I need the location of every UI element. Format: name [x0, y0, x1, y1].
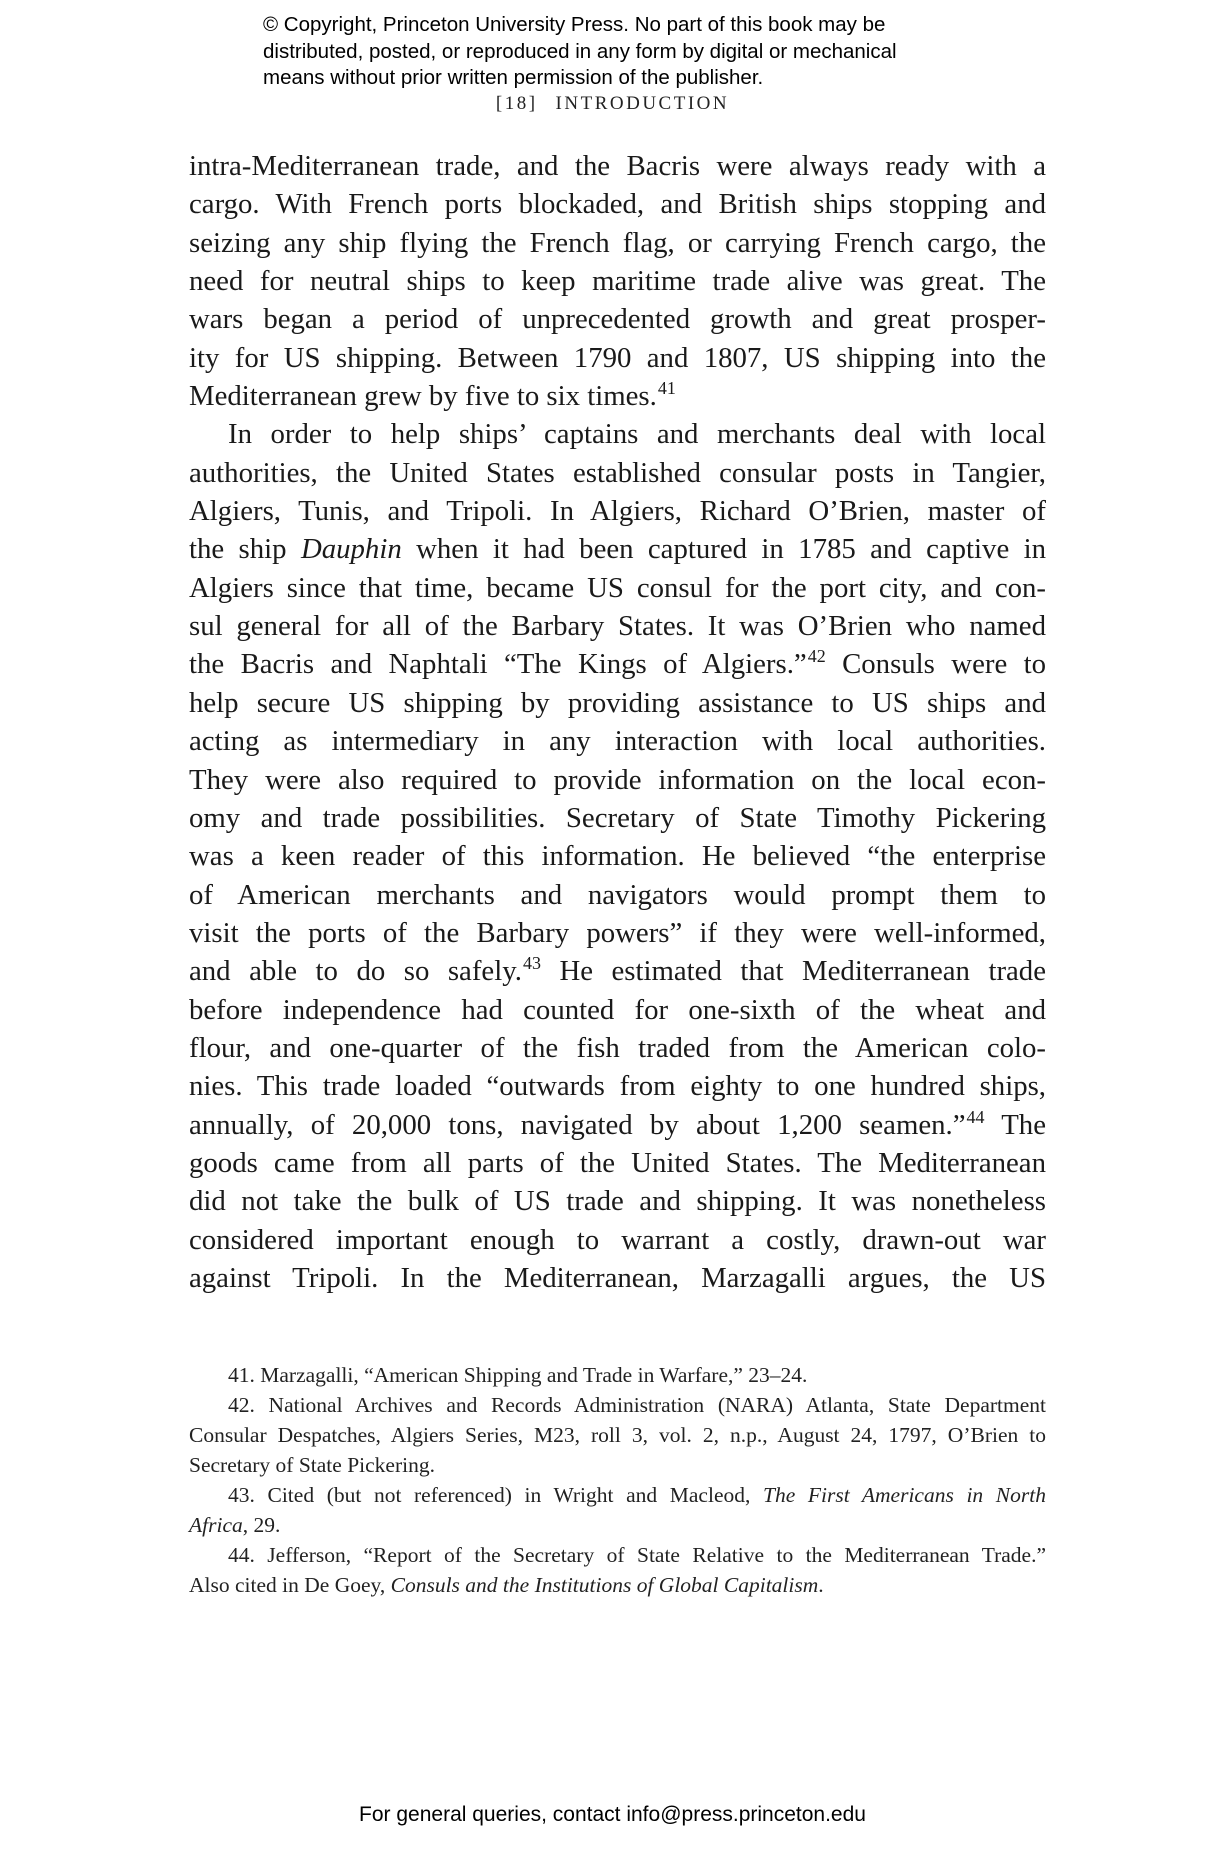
- text-span: the ship: [189, 533, 301, 566]
- footnote-ref-44[interactable]: 44: [966, 1106, 985, 1127]
- copyright-line: © Copyright, Princeton University Press. No part of this book may be: [263, 13, 886, 36]
- text-line: goods came from all parts of the United States. The Mediterranean: [189, 1146, 1046, 1179]
- text-line: sul general for all of the Barbary States. It was O’Brien who named: [189, 610, 1046, 643]
- footnote-44: [189, 1540, 1046, 1600]
- text-line: did not take the bulk of US trade and shipping. It was nonetheless: [189, 1185, 1046, 1218]
- text-line: considered important enough to warrant a costly, drawn-out war: [189, 1223, 1046, 1256]
- text-line: flour, and one-quarter of the fish traded from the American colo-: [189, 1031, 1046, 1064]
- text-line: was a keen reader of this information. He believed “the enterprise: [189, 840, 1046, 873]
- text-line: before independence had counted for one-sixth of the wheat and: [189, 993, 1046, 1026]
- text-line: intra-Mediterranean trade, and the Bacris were always ready with a: [189, 150, 1046, 182]
- text-span: He estimated that Mediterranean trade: [540, 955, 1046, 988]
- text-span: the Bacris and Naphtali “The Kings of Algiers.”: [189, 648, 807, 681]
- copyright-notice: [263, 12, 1023, 92]
- text-line: [189, 645, 1046, 683]
- text-line: [189, 952, 1046, 990]
- footer-contact: For general queries, contact info@press.princeton.edu: [359, 1803, 866, 1826]
- footnote-41: 41. Marzagalli, “American Shipping and Trade in Warfare,” 23–24.: [228, 1363, 808, 1387]
- text-span: when it had been captured in 1785 and captive in: [401, 533, 1046, 566]
- footnotes: [189, 1360, 1046, 1600]
- text-line: authorities, the United States established consular posts in Tangier,: [189, 456, 1046, 489]
- footnote-line: [189, 1510, 1046, 1540]
- page-number: [18]: [495, 93, 538, 114]
- text-line: help secure US shipping by providing assistance to US ships and: [189, 686, 1046, 719]
- footnote-ref-41[interactable]: 41: [657, 378, 676, 399]
- text-line: cargo. With French ports blockaded, and British ships stopping and: [189, 188, 1046, 221]
- footnote-line: Secretary of State Pickering.: [189, 1453, 435, 1477]
- paragraph: [189, 147, 1046, 415]
- copyright-line: means without prior written permission of the publisher.: [263, 66, 764, 89]
- book-title: Consuls and the Institutions of Global Capitalism: [390, 1573, 819, 1597]
- text-line: against Tripoli. In the Mediterranean, Marzagalli argues, the US: [189, 1261, 1046, 1294]
- text-line: [189, 1106, 1046, 1144]
- footnote-line: Consular Despatches, Algiers Series, M23, roll 3, vol. 2, n.p., August 24, 1797, O’Brien to: [189, 1423, 1046, 1447]
- text-line: [189, 530, 1046, 568]
- text-line: acting as intermediary in any interaction with local authorities.: [189, 725, 1046, 758]
- footnote-43: [189, 1480, 1046, 1540]
- text-line: of American merchants and navigators would prompt them to: [189, 878, 1046, 911]
- footnote-ref-42[interactable]: 42: [807, 646, 826, 667]
- text-line: visit the ports of the Barbary powers” if they were well-informed,: [189, 916, 1046, 949]
- text-line: wars began a period of unprecedented growth and great prosper-: [189, 303, 1046, 336]
- body-text: [189, 147, 1046, 1297]
- paragraph: [189, 415, 1046, 1297]
- text-span: .: [818, 1573, 824, 1597]
- footnote-line: [189, 1480, 1046, 1510]
- running-head: [0, 93, 1225, 115]
- ship-name: Dauphin: [300, 533, 402, 566]
- footnote-line: 42. National Archives and Records Administration (NARA) Atlanta, State Department: [228, 1393, 1046, 1417]
- text-line: nies. This trade loaded “outwards from eighty to one hundred ships,: [189, 1070, 1046, 1103]
- text-span: , 29.: [242, 1513, 281, 1537]
- text-line: They were also required to provide information on the local econ-: [189, 763, 1046, 796]
- book-title: The First Americans in North: [762, 1483, 1046, 1507]
- text-span: and able to do so safely.: [189, 955, 522, 988]
- text-line: In order to help ships’ captains and merchants deal with local: [228, 418, 1046, 451]
- text-span: 43. Cited (but not referenced) in Wright and Macleod,: [228, 1483, 763, 1507]
- book-title: Africa: [189, 1513, 243, 1537]
- text-line: [189, 377, 1046, 415]
- text-span: annually, of 20,000 tons, navigated by about 1,200 seamen.”: [189, 1108, 966, 1141]
- section-title: INTRODUCTION: [555, 93, 730, 114]
- text-line: need for neutral ships to keep maritime trade alive was great. The: [189, 265, 1046, 298]
- text-line: Algiers since that time, became US consul for the port city, and con-: [189, 571, 1046, 604]
- text-span: Also cited in De Goey,: [189, 1573, 391, 1597]
- footnote-line: [189, 1570, 1046, 1600]
- footnote-line: 44. Jefferson, “Report of the Secretary of State Relative to the Mediterranean Trade.”: [228, 1543, 1046, 1567]
- footnote-42: [189, 1390, 1046, 1480]
- text-line: ity for US shipping. Between 1790 and 1807, US shipping into the: [189, 341, 1046, 374]
- text-line: seizing any ship flying the French flag, or carrying French cargo, the: [189, 226, 1046, 259]
- text-span: Mediterranean grew by five to six times.: [189, 380, 657, 413]
- copyright-line: distributed, posted, or reproduced in any form by digital or mechanical: [263, 39, 897, 63]
- text-line: omy and trade possibilities. Secretary of State Timothy Pickering: [189, 801, 1046, 834]
- text-span: The: [984, 1108, 1046, 1141]
- text-line: Algiers, Tunis, and Tripoli. In Algiers, Richard O’Brien, master of: [189, 495, 1046, 528]
- text-span: Consuls were to: [825, 648, 1047, 681]
- footnote-ref-43[interactable]: 43: [522, 953, 541, 974]
